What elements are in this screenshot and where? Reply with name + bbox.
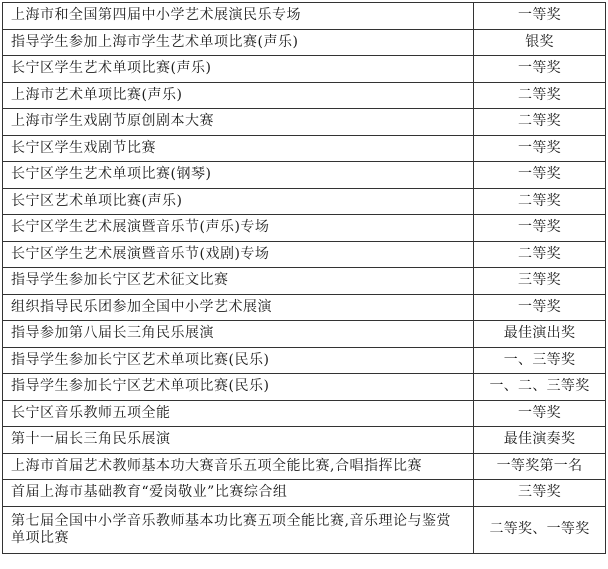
table-row (3, 480, 606, 507)
table-row (3, 374, 606, 401)
table-row (3, 56, 606, 83)
award-cell: 一等奖 (474, 56, 606, 83)
awards-table (2, 2, 606, 554)
project-cell: 长宁区学生艺术单项比赛(钢琴) (3, 162, 474, 189)
table-row (3, 3, 606, 30)
award-cell: 最佳演出奖 (474, 321, 606, 348)
table-row (3, 162, 606, 189)
project-cell: 第七届全国中小学音乐教师基本功比赛五项全能比赛,音乐理论与鉴赏单项比赛 (3, 506, 474, 553)
award-cell: 一、三等奖 (474, 347, 606, 374)
project-cell: 长宁区艺术单项比赛(声乐) (3, 188, 474, 215)
award-cell: 一等奖 (474, 3, 606, 30)
project-cell: 长宁区学生艺术单项比赛(声乐) (3, 56, 474, 83)
table-row (3, 215, 606, 242)
award-cell: 二等奖 (474, 241, 606, 268)
project-cell: 组织指导民乐团参加全国中小学艺术展演 (3, 294, 474, 321)
award-cell: 银奖 (474, 29, 606, 56)
award-cell: 一等奖 (474, 215, 606, 242)
project-cell: 指导参加第八届长三角民乐展演 (3, 321, 474, 348)
award-cell: 一等奖 (474, 400, 606, 427)
award-cell: 一等奖 (474, 162, 606, 189)
project-cell: 长宁区学生戏剧节比赛 (3, 135, 474, 162)
table-row (3, 268, 606, 295)
award-cell: 二等奖 (474, 109, 606, 136)
project-cell: 上海市首届艺术教师基本功大赛音乐五项全能比赛,合唱指挥比赛 (3, 453, 474, 480)
table-row (3, 427, 606, 454)
table-row (3, 506, 606, 553)
table-row (3, 188, 606, 215)
table-row (3, 29, 606, 56)
table-row (3, 241, 606, 268)
project-cell: 第十一届长三角民乐展演 (3, 427, 474, 454)
project-cell: 指导学生参加长宁区艺术单项比赛(民乐) (3, 347, 474, 374)
table-row (3, 82, 606, 109)
table-row (3, 321, 606, 348)
project-cell: 上海市和全国第四届中小学艺术展演民乐专场 (3, 3, 474, 30)
table-row (3, 400, 606, 427)
project-cell: 上海市艺术单项比赛(声乐) (3, 82, 474, 109)
award-cell: 一等奖 (474, 294, 606, 321)
award-cell: 二等奖 (474, 82, 606, 109)
project-cell: 长宁区音乐教师五项全能 (3, 400, 474, 427)
project-cell: 指导学生参加上海市学生艺术单项比赛(声乐) (3, 29, 474, 56)
award-cell: 一等奖第一名 (474, 453, 606, 480)
project-cell: 上海市学生戏剧节原创剧本大赛 (3, 109, 474, 136)
table-row (3, 135, 606, 162)
project-cell: 长宁区学生艺术展演暨音乐节(声乐)专场 (3, 215, 474, 242)
project-cell: 首届上海市基础教育“爱岗敬业”比赛综合组 (3, 480, 474, 507)
award-cell: 三等奖 (474, 268, 606, 295)
award-cell: 最佳演奏奖 (474, 427, 606, 454)
award-cell: 一等奖 (474, 135, 606, 162)
table-row (3, 294, 606, 321)
award-cell: 二等奖 (474, 188, 606, 215)
project-cell: 指导学生参加长宁区艺术单项比赛(民乐) (3, 374, 474, 401)
table-row (3, 109, 606, 136)
project-cell: 指导学生参加长宁区艺术征文比赛 (3, 268, 474, 295)
award-cell: 一、二、三等奖 (474, 374, 606, 401)
award-cell: 二等奖、一等奖 (474, 506, 606, 553)
project-cell: 长宁区学生艺术展演暨音乐节(戏剧)专场 (3, 241, 474, 268)
table-row (3, 453, 606, 480)
table-row (3, 347, 606, 374)
award-cell: 三等奖 (474, 480, 606, 507)
